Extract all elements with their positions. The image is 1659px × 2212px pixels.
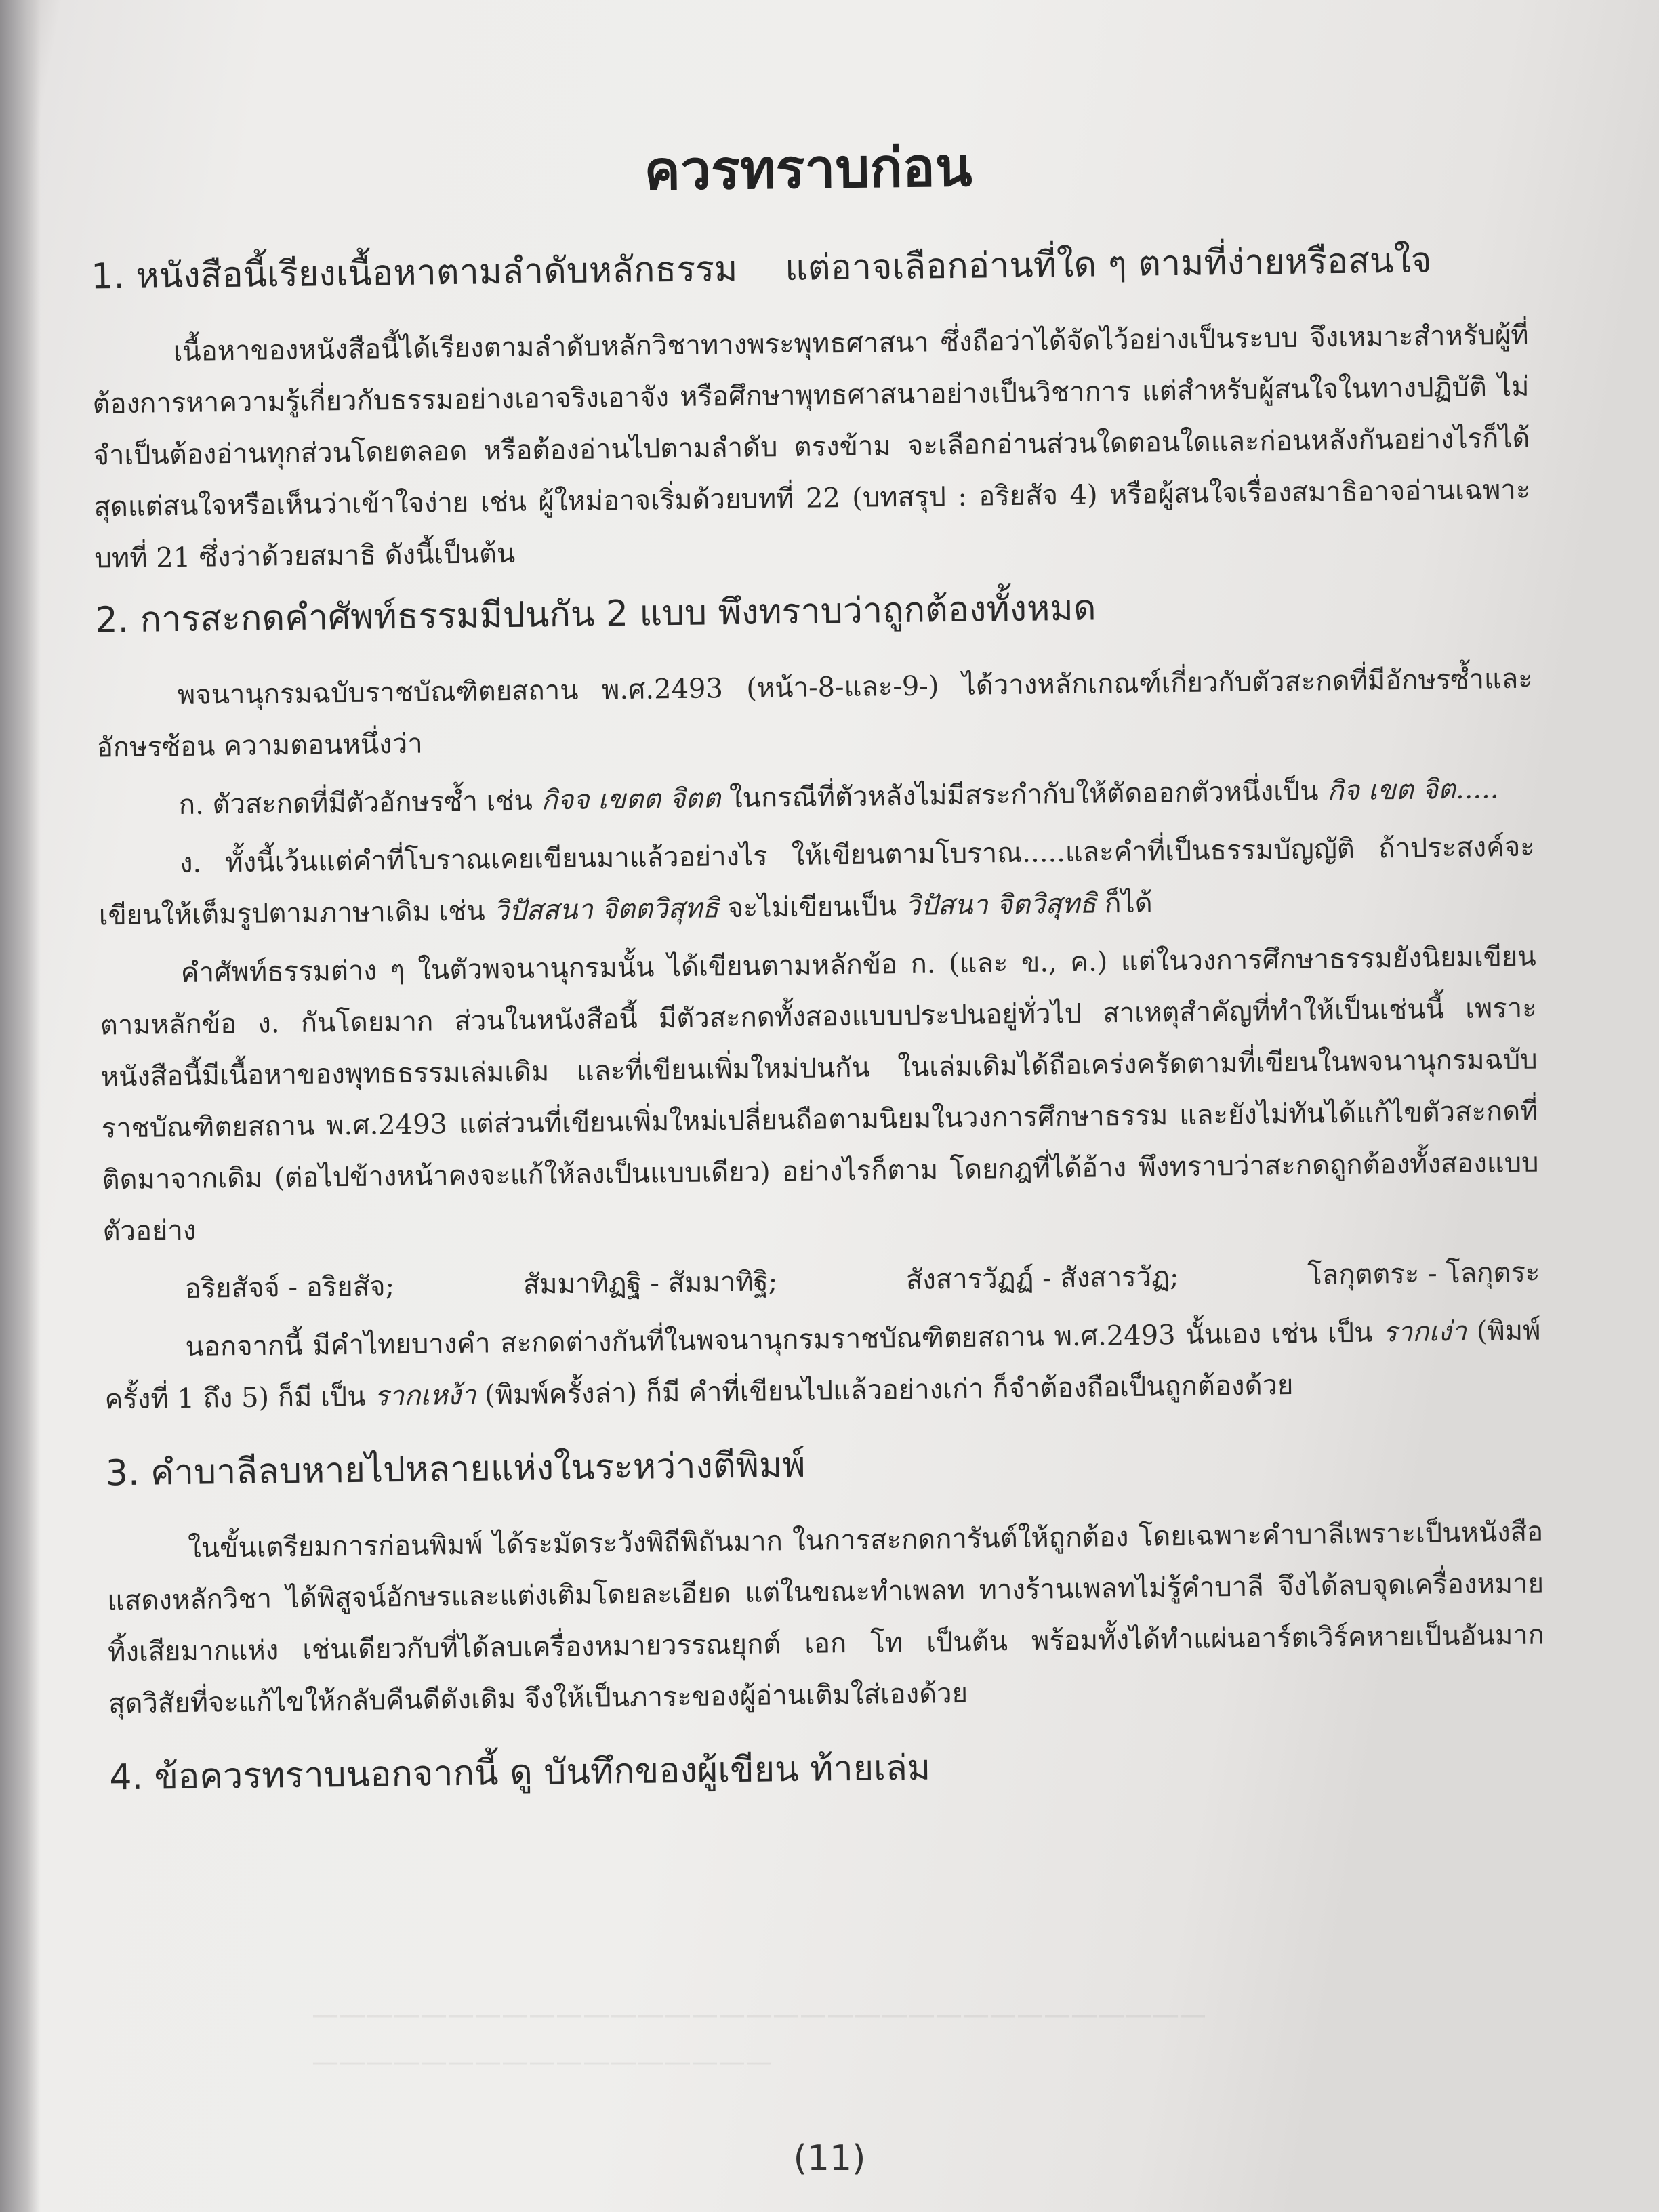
spelling-example: สังสารวัฏฏ์ - สังสารวัฏ; <box>905 1261 1179 1296</box>
section-1-paragraph: เนื้อหาของหนังสือนี้ได้เรียงตามลำดับหลักวิชาทางพระพุทธศาสนา ซึ่งถือว่าได้จัดไว้อย่างเป็นระบบ จึงเหมาะสำหรับผู้ที่ต้องการหาความรู้เกี่ยวกับธรรมอย่างเอาจริงเอาจัง หรือศึกษาพุทธศาสนาอย่างเป็นวิชาการ แต่สำหรับผู้สนใจในทางปฏิบัติ ไม่จำเป็นต้องอ่านทุกส่วนโดยตลอด หรือต้องอ่านไปตามลำดับ ตรงข้าม จะเลือกอ่านส่วนใดตอนใดและก่อนหลังกันอย่างไรก็ได้ สุดแต่สนใจหรือเห็นว่าเข้าใจง่าย เช่น ผู้ใหม่อาจเริ่มด้วยบทที่ 22 (บทสรุป : อริยสัจ 4) หรือผู้สนใจเรื่องสมาธิอาจอ่านเฉพาะบทที่ 21 ซึ่งว่าด้วยสมาธิ ดังนี้เป็นต้น <box>92 319 1531 575</box>
section-1-heading-part-a: 1. หนังสือนี้เรียงเนื้อหาตามลำดับหลักธรรม <box>90 248 738 298</box>
section-1-heading-part-b: แต่อาจเลือกอ่านที่ใด ๆ ตามที่ง่ายหรือสนใจ <box>784 240 1432 289</box>
spelling-example: สัมมาทิฏฐิ - สัมมาทิฐิ; <box>523 1266 778 1300</box>
rule-ngo-text-c: ก็ได้ <box>1096 887 1153 920</box>
rule-ngo-example-2: วิปัสนา จิตวิสุทธิ <box>905 888 1097 922</box>
closing-text-c: (พิมพ์ครั้งล่า) ก็มี คำที่เขียนไปแล้วอย่างเก่า ก็จำต้องถือเป็นถูกต้องด้วย <box>476 1369 1294 1411</box>
section-1-heading <box>91 230 1528 304</box>
spelling-examples <box>103 1247 1540 1316</box>
bleed-through-text: ————————————————————————————————— <box>312 1999 1206 2030</box>
section-2-rule-ka <box>97 763 1534 832</box>
rule-ka-example-1: กิจจ เขตต จิตต <box>541 783 721 817</box>
closing-text-b: (พิมพ์ครั้งที่ 1 ถึง 5) ก็มี เป็น <box>104 1315 1541 1416</box>
rule-ka-text-b: ในกรณีที่ตัวหลังไม่มีสระกำกับให้ตัดออกตัวหนึ่งเป็น <box>720 775 1328 815</box>
section-4-heading: 4. ข้อควรทราบนอกจากนี้ ดู บันทึกของผู้เขียน ท้ายเล่ม <box>109 1747 931 1799</box>
rule-ka-example-2: กิจ เขต จิต..... <box>1327 773 1499 807</box>
closing-text-a: นอกจากนี้ มีคำไทยบางคำ สะกดต่างกันที่ในพจนานุกรมราชบัณฑิตยสถาน พ.ศ.2493 นั้นเอง เช่น เป็น <box>185 1317 1383 1363</box>
section-2-closing <box>104 1305 1542 1426</box>
bleed-through-text: ————————————————— <box>312 2047 773 2078</box>
section-2-paragraph: คำศัพท์ธรรมต่าง ๆ ในตัวพจนานุกรมนั้น ได้เขียนตามหลักข้อ ก. (และ ข., ค.) แต่ในวงการศึกษาธรรมยังนิยมเขียนตามหลักข้อ ง. กันโดยมาก ส่วนในหนังสือนี้ มีตัวสะกดทั้งสองแบบประปนอยู่ทั่วไป สาเหตุสำคัญที่ทำให้เป็นเช่นนี้ เพราะหนังสือนี้มีเนื้อหาของพุทธธรรมเล่มเดิม และที่เขียนเพิ่มใหม่ปนกัน ในเล่มเดิมได้ถือเคร่งครัดตามที่เขียนในพจนานุกรมฉบับราชบัณฑิตยสถาน พ.ศ.2493 แต่ส่วนที่เขียนเพิ่มใหม่เปลี่ยนถือตามนิยมในวงการศึกษาธรรม และยังไม่ทันได้แก้ไขตัวสะกดที่ติดมาจากเดิม (ต่อไปข้างหน้าคงจะแก้ให้ลงเป็นแบบเดียว) อย่างไรก็ตาม โดยกฎที่ได้อ้าง พึงทราบว่าสะกดถูกต้องทั้งสองแบบ ตัวอย่าง <box>100 941 1539 1248</box>
spelling-example: อริยสัจจ์ - อริยสัจ; <box>184 1271 395 1305</box>
page-number: (11) <box>793 2138 866 2179</box>
rule-ngo-text-a: ง. ทั้งนี้เว้นแต่คำที่โบราณเคยเขียนมาแล้วอย่างไร ให้เขียนตามโบราณ.....และคำที่เป็นธรรมบัญญัติ ถ้าประสงค์จะเขียนให้เต็มรูปตามภาษาเดิม เช่น <box>98 831 1536 932</box>
rule-ka-text-a: ก. ตัวสะกดที่มีตัวอักษรซ้ำ เช่น <box>178 785 541 821</box>
section-2-intro: พจนานุกรมฉบับราชบัณฑิตยสถาน พ.ศ.2493 (หน้า-8-และ-9-) ได้วางหลักเกณฑ์เกี่ยวกับตัวสะกดที่มีอักษรซ้ำและอักษรซ้อน ความตอนหนึ่งว่า <box>96 663 1534 764</box>
section-3-heading: 3. คำบาลีลบหายไปหลายแห่งในระหว่างตีพิมพ์ <box>105 1444 806 1494</box>
closing-example-1: รากเง่า <box>1382 1315 1467 1349</box>
section-2-rule-ngo <box>98 821 1536 942</box>
section-3-paragraph: ในขั้นเตรียมการก่อนพิมพ์ ได้ระมัดระวังพิถีพิถันมาก ในการสะกดการันต์ให้ถูกต้อง โดยเฉพาะคำบาลีเพราะเป็นหนังสือแสดงหลักวิชา ได้พิสูจน์อักษรและแต่งเติมโดยละเอียด แต่ในขณะทำเพลท ทางร้านเพลทไม่รู้คำบาลี จึงได้ลบจุดเครื่องหมายทิ้งเสียมากแห่ง เช่นเดียวกับที่ได้ลบเครื่องหมายวรรณยุกต์ เอก โท เป็นต้น พร้อมทั้งได้ทำแผ่นอาร์ตเวิร์คหายเป็นอันมาก สุดวิสัยที่จะแก้ไขให้กลับคืนดีดังเดิม จึงให้เป็นภาระของผู้อ่านเติมใส่เองด้วย <box>106 1516 1545 1720</box>
page-content <box>89 117 1547 1828</box>
spelling-example: โลกุตตระ - โลกุตระ <box>1307 1256 1540 1291</box>
rule-ngo-example-1: วิปัสสนา จิตตวิสุทธิ <box>493 893 719 927</box>
section-2-heading: 2. การสะกดคำศัพท์ธรรมมีปนกัน 2 แบบ พึงทราบว่าถูกต้องทั้งหมด <box>95 588 1097 641</box>
closing-example-2: รากเหง้า <box>373 1379 476 1412</box>
page-title: ควรทราบก่อน <box>643 135 972 203</box>
rule-ngo-text-b: จะไม่เขียนเป็น <box>718 890 905 924</box>
